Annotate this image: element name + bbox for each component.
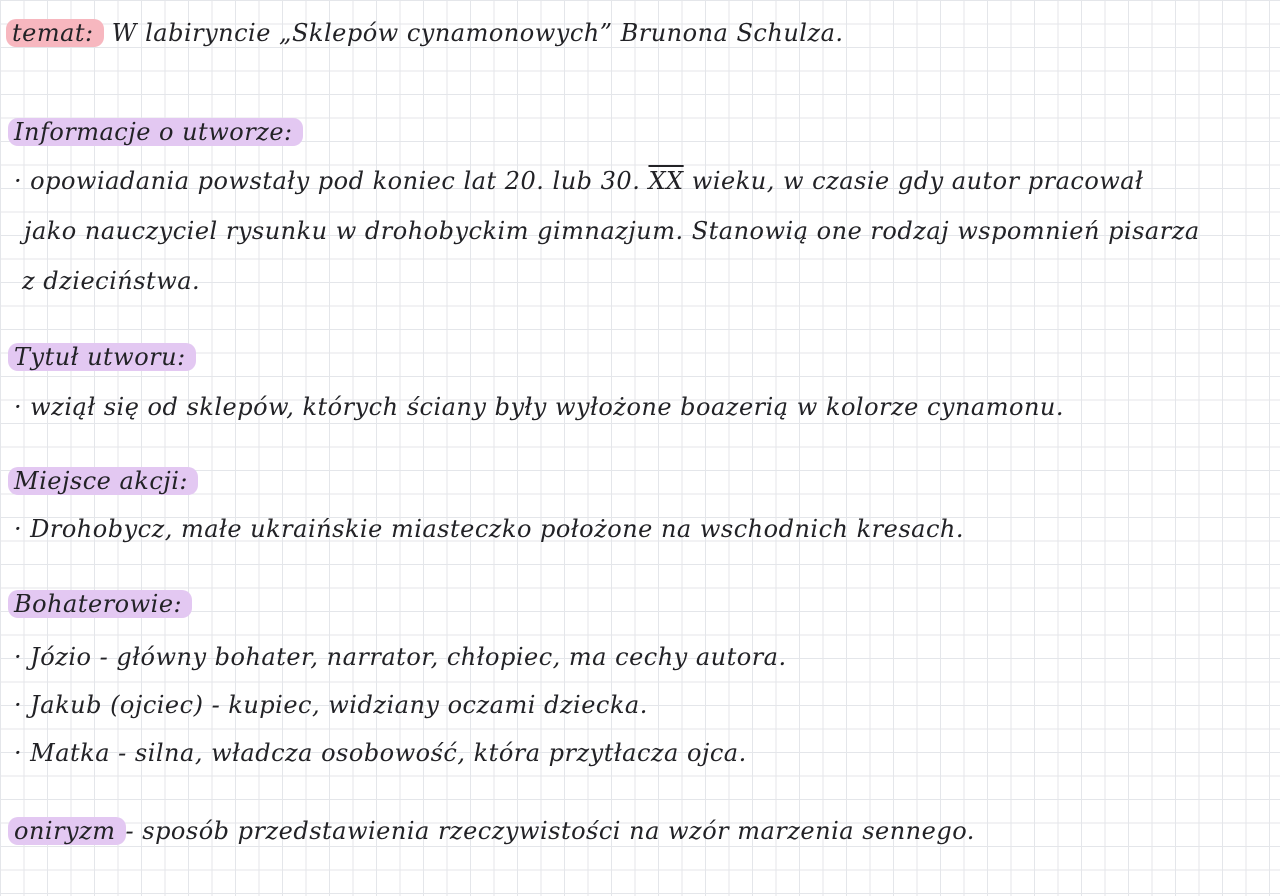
section-heading-place bbox=[8, 466, 198, 496]
info-line-3: z dzieciństwa. bbox=[22, 267, 201, 295]
topic-line bbox=[6, 18, 844, 48]
oneirism-term: oniryzm bbox=[8, 817, 126, 845]
bullet: · bbox=[14, 515, 23, 543]
bullet: · bbox=[14, 739, 23, 767]
oneirism-line bbox=[8, 816, 975, 846]
list-item: · Matka - silna, władcza osobowość, która przytłacza ojca. bbox=[14, 739, 747, 767]
bullet: · bbox=[14, 167, 23, 195]
bullet: · bbox=[14, 643, 23, 671]
century-numeral: $\overline{XX}$ bbox=[648, 167, 684, 195]
title-line-1: · wziął się od sklepów, których ściany były wyłożone boazerią w kolorze cynamonu. bbox=[14, 393, 1064, 421]
section-heading-title bbox=[8, 342, 196, 372]
section-heading-info bbox=[8, 117, 303, 147]
topic-label: temat: bbox=[6, 19, 104, 47]
heading-place: Miejsce akcji: bbox=[8, 467, 198, 495]
bullet: · bbox=[14, 691, 23, 719]
oneirism-definition: - sposób przedstawienia rzeczywistości na wzór marzenia sennego. bbox=[125, 817, 975, 845]
list-item: · Jakub (ojciec) - kupiec, widziany oczami dziecka. bbox=[14, 691, 648, 719]
bullet: · bbox=[14, 393, 23, 421]
heading-info: Informacje o utworze: bbox=[8, 118, 303, 146]
info-line-2: jako nauczyciel rysunku w drohobyckim gimnazjum. Stanowią one rodzaj wspomnień pisarza bbox=[24, 217, 1200, 245]
heading-characters: Bohaterowie: bbox=[8, 590, 192, 618]
place-line-1: · Drohobycz, małe ukraińskie miasteczko położone na wschodnich kresach. bbox=[14, 515, 964, 543]
info-line-1: · opowiadania powstały pod koniec lat 20. lub 30. $\overline{XX}$ wieku, w czasie gdy autor pracował bbox=[14, 167, 1144, 195]
topic-title: W labiryncie „Sklepów cynamonowych” Brunona Schulza. bbox=[111, 19, 844, 47]
section-heading-characters bbox=[8, 589, 192, 619]
heading-title: Tytuł utworu: bbox=[8, 343, 196, 371]
list-item: · Józio - główny bohater, narrator, chłopiec, ma cechy autora. bbox=[14, 643, 787, 671]
